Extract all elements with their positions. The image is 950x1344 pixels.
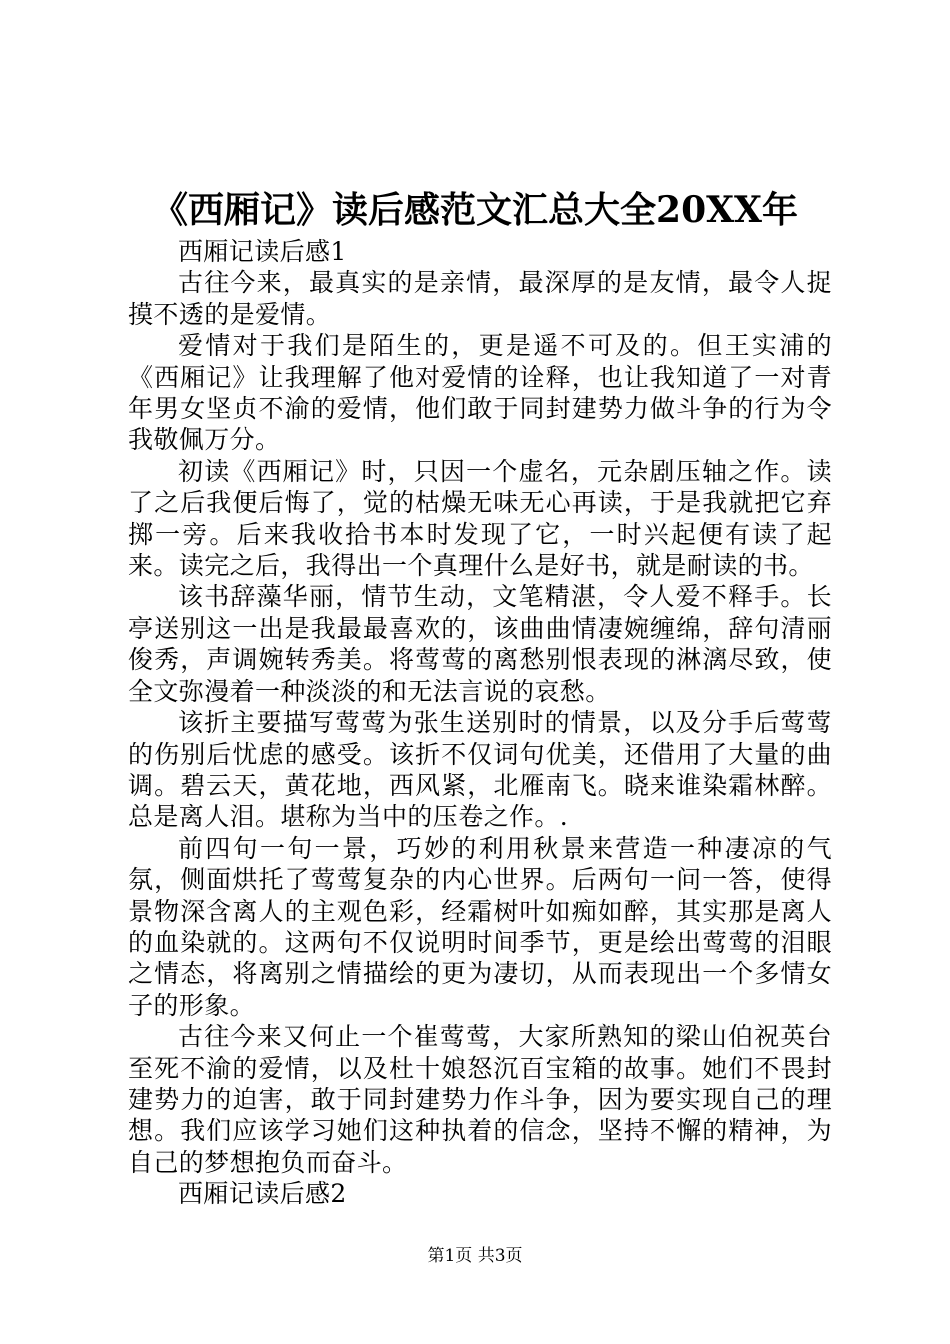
paragraph: 爱情对于我们是陌生的，更是遥不可及的。但王实浦的《西厢记》让我理解了他对爱情的诠释，也让我知道了一对青年男女坚贞不渝的爱情，他们敢于同封建势力做斗争的行为令我敬佩万分。: [128, 331, 832, 455]
paragraph: 古往今来，最真实的是亲情，最深厚的是友情，最令人捉摸不透的是爱情。: [128, 268, 832, 329]
paragraph: 该书辞藻华丽，情节生动，文笔精湛，令人爱不释手。长亭送别这一出是我最最喜欢的，该曲曲情凄婉缠绵，辞句清丽俊秀，声调婉转秀美。将莺莺的离愁别恨表现的淋漓尽致，使全文弥漫着一种淡淡的和无法言说的哀愁。: [128, 582, 832, 706]
page-footer: 第1页 共3页: [427, 1246, 523, 1266]
paragraph: 前四句一句一景，巧妙的利用秋景来营造一种凄凉的气氛，侧面烘托了莺莺复杂的内心世界。后两句一问一答，使得景物深含离人的主观色彩，经霜树叶如痴如醉，其实那是离人的血染就的。这两句不仅说明时间季节，更是绘出莺莺的泪眼之情态，将离别之情描绘的更为凄切，从而表现出一个多情女子的形象。: [128, 833, 832, 1020]
document-title: 《西厢记》读后感范文汇总大全20XX年: [152, 189, 798, 231]
paragraph: 该折主要描写莺莺为张生送别时的情景，以及分手后莺莺的伤别后忧虑的感受。该折不仅词句优美，还借用了大量的曲调。碧云天，黄花地，西风紧，北雁南飞。晓来谁染霜林醉。总是离人泪。堪称为当中的压卷之作。.: [128, 708, 832, 832]
section-heading: 西厢记读后感1: [178, 237, 347, 266]
paragraph: 初读《西厢记》时，只因一个虚名，元杂剧压轴之作。读了之后我便后悔了，觉的枯燥无味无心再读，于是我就把它弃掷一旁。后来我收拾书本时发现了它，一时兴起便有读了起来。读完之后，我得出一个真理什么是好书，就是耐读的书。: [128, 456, 832, 581]
section-heading: 西厢记读后感2: [178, 1179, 347, 1209]
document-body: [128, 236, 832, 1210]
paragraph: 古往今来又何止一个崔莺莺，大家所熟知的梁山伯祝英台至死不渝的爱情，以及杜十娘怒沉百宝箱的故事。她们不畏封建势力的迫害，敢于同封建势力作斗争，因为要实现自己的理想。我们应该学习她们这种执着的信念，坚持不懈的精神，为自己的梦想抱负而奋斗。: [128, 1022, 832, 1177]
